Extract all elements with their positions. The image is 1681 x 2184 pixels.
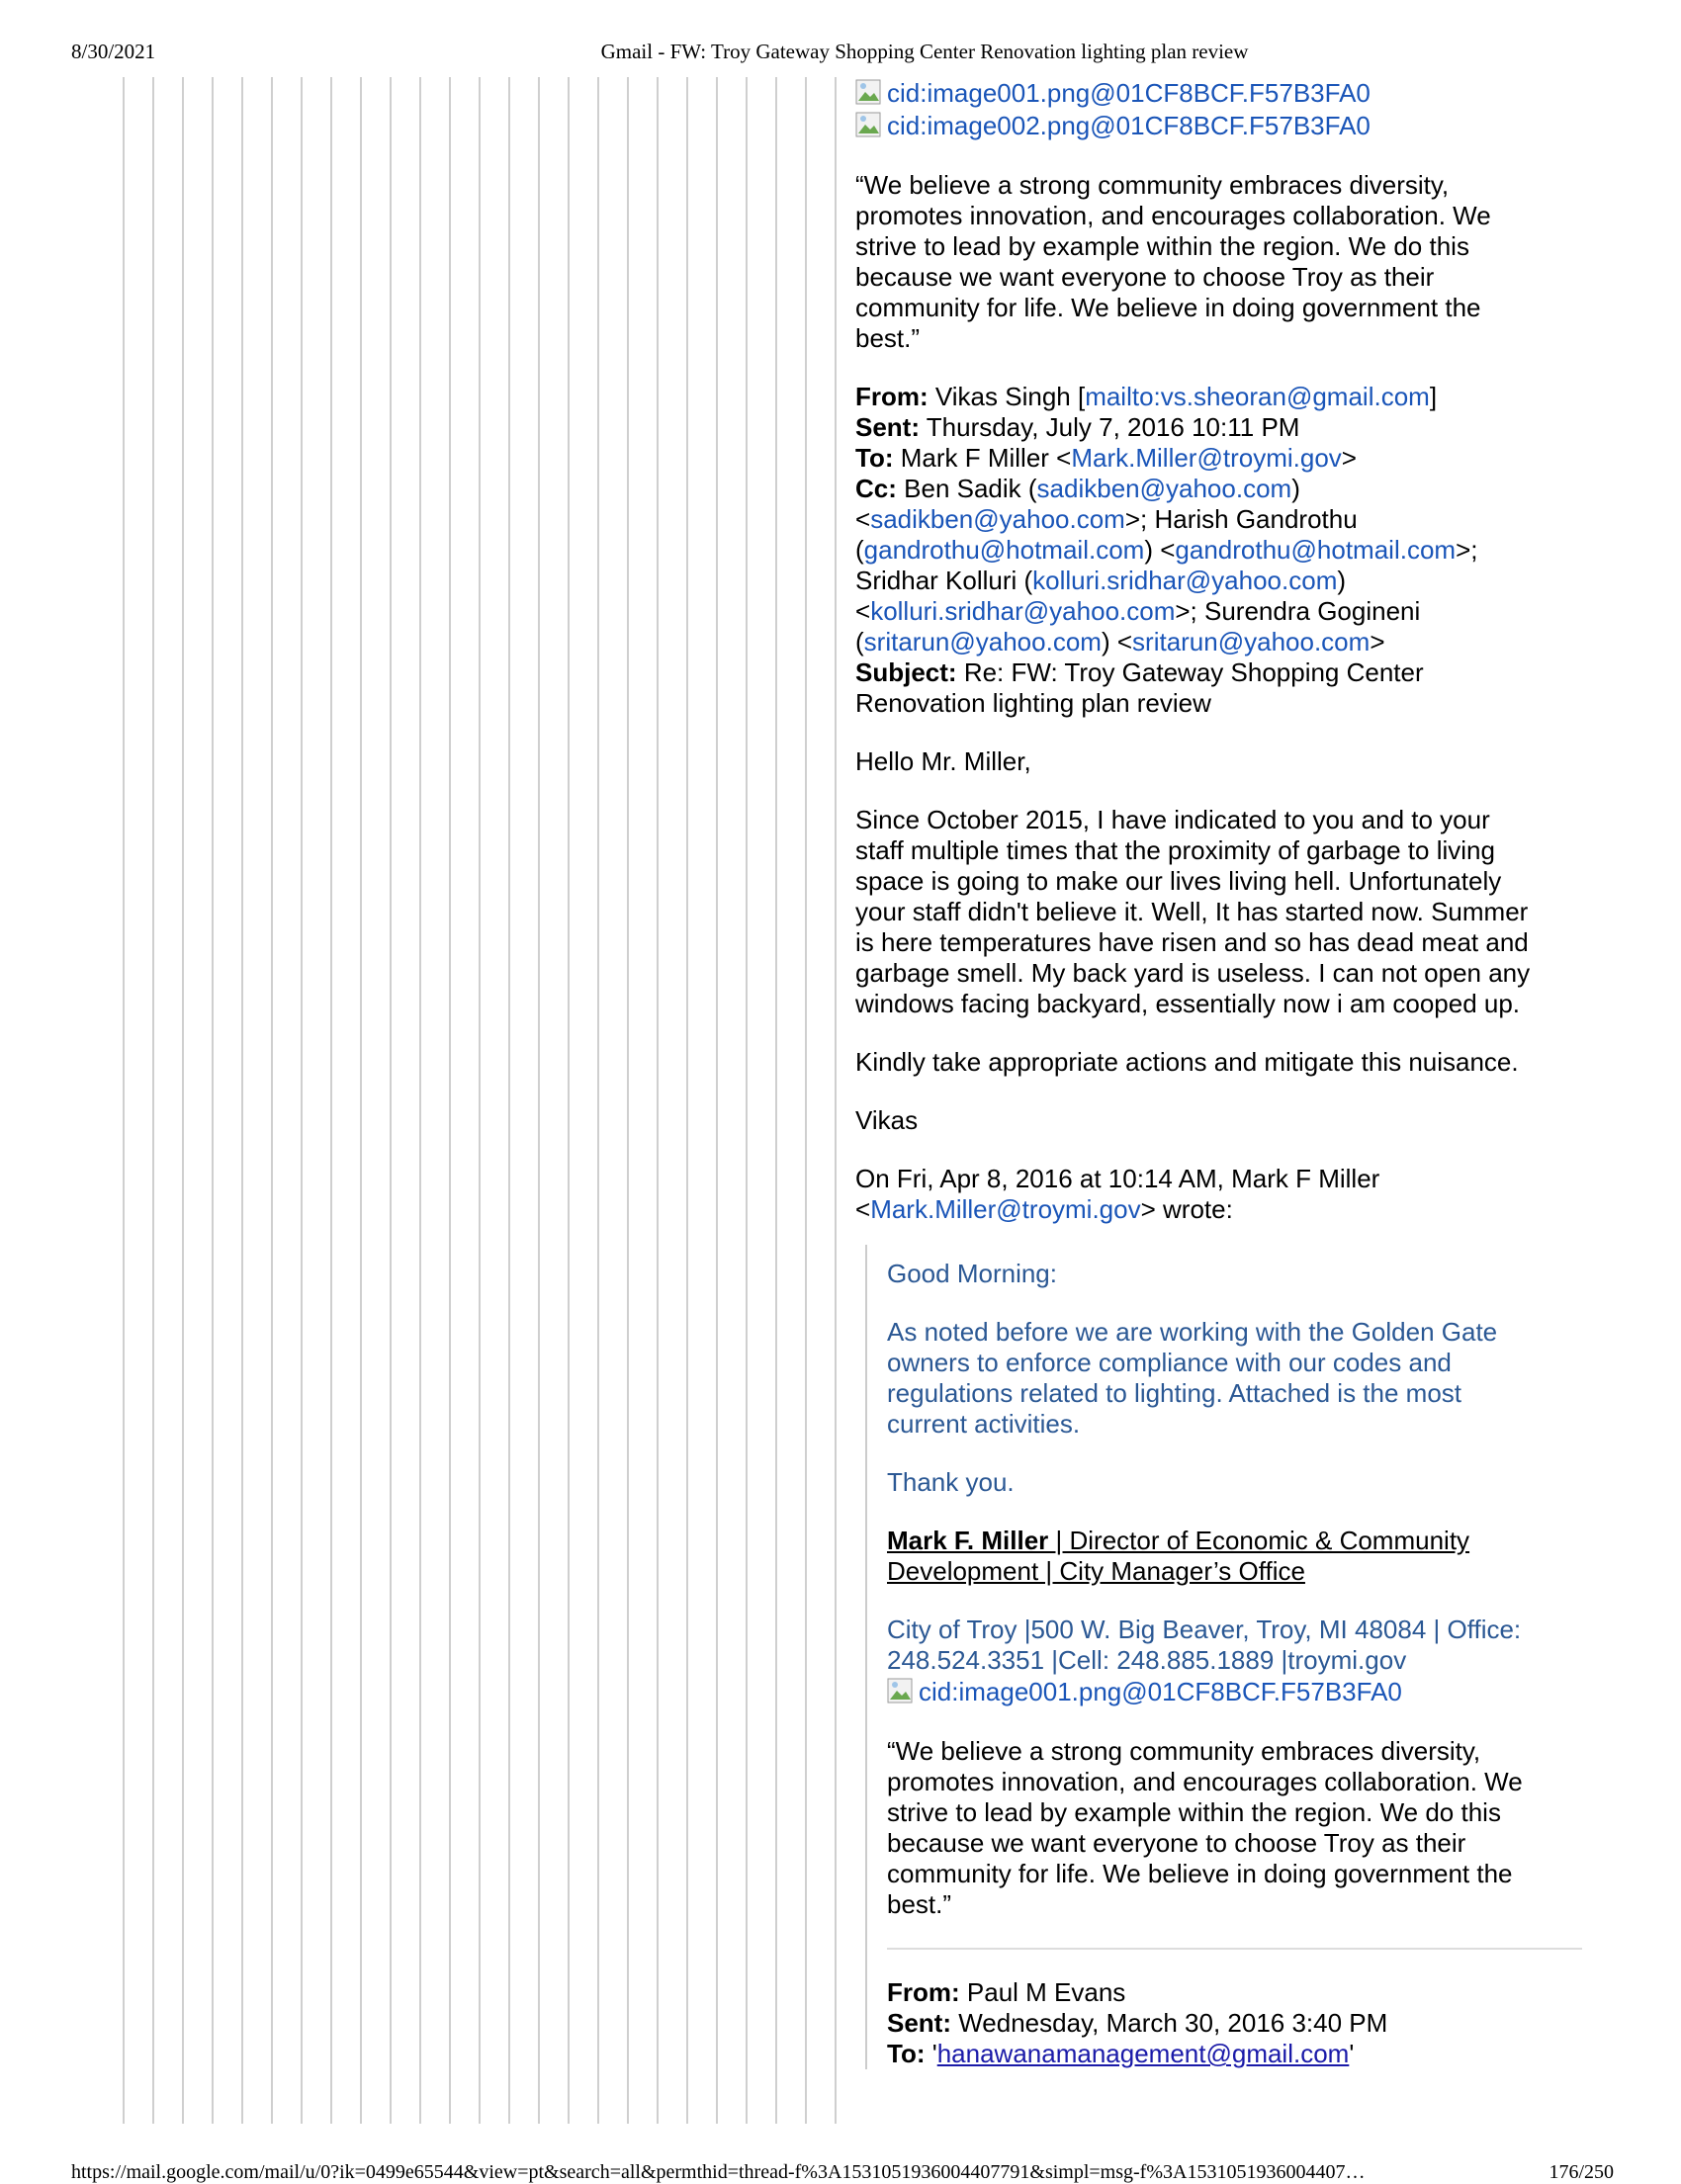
attribution-email-link[interactable]: Mark.Miller@troymi.gov [870,1194,1141,1224]
inline-image-002-alt: cid:image002.png@01CF8BCF.F57B3FA0 [887,111,1371,140]
cc-email-link[interactable]: kolluri.sridhar@yahoo.com [870,596,1176,626]
reply-header [855,382,1582,719]
to-email-link[interactable]: Mark.Miller@troymi.gov [1071,443,1342,473]
cc-email-link[interactable]: sadikben@yahoo.com [870,504,1125,534]
quoted-inline-image-alt: cid:image001.png@01CF8BCF.F57B3FA0 [919,1677,1402,1706]
quote-level-rules [123,77,844,2124]
signoff: Vikas [855,1105,919,1135]
to-line: To: Mark F Miller <Mark.Miller@troymi.gov> [855,443,1357,473]
from-line: From: Vikas Singh [mailto:vs.sheoran@gmail.com] [855,382,1438,411]
cc-email-link[interactable]: sritarun@yahoo.com [863,627,1102,656]
print-title: Gmail - FW: Troy Gateway Shopping Center Renovation lighting plan review [600,40,1249,63]
message-body [855,77,1582,2069]
broken-image-icon [855,79,885,107]
cc-email-link[interactable]: kolluri.sridhar@yahoo.com [1032,566,1338,595]
quoted-inline-image[interactable] [887,1676,1582,1708]
fwd-to-line: To: 'hanawanamanagement@gmail.com' [887,2039,1355,2068]
fwd-sent-line: Sent: Wednesday, March 30, 2016 3:40 PM [887,2008,1388,2038]
broken-image-icon [855,112,885,139]
broken-image-icon [887,1678,917,1705]
mission-quote: “We believe a strong community embraces diversity, promotes innovation, and encourages collaboration. We strive to lead by example within the region. We do this because we want everyone to choose Troy as their community for life. We believe in doing government the best.” [855,170,1491,353]
signature-title: Mark F. Miller | Director of Economic & Community Development | City Manager’s Office [887,1526,1470,1586]
quoted-greeting: Good Morning: [887,1259,1057,1288]
quoted-divider [887,1948,1582,1950]
from-mailto-link[interactable]: mailto:vs.sheoran@gmail.com [1085,382,1430,411]
cc-email-link[interactable]: sritarun@yahoo.com [1132,627,1371,656]
inline-image-001[interactable] [855,77,1582,110]
cc-line: Cc: Ben Sadik (sadikben@yahoo.com) <sadikben@yahoo.com>; Harish Gandrothu (gandrothu@hotmail.com) <gandrothu@hotmail.com>; Sridhar Kolluri (kolluri.sridhar@yahoo.com) <kolluri.sridhar@yahoo.com>; Surendra Gogineni (sritarun@yahoo.com) <sritarun@yahoo.com> [855,474,1478,656]
sent-line: Sent: Thursday, July 7, 2016 10:11 PM [855,412,1300,442]
page-number: 176/250 [1548,2161,1614,2183]
body-paragraph: Since October 2015, I have indicated to you and to your staff multiple times that the proximity of garbage to living space is going to make our lives living hell. Unfortunately your staff didn't believe it. Well, It has started now. Summer is here temperatures have risen and so has dead meat and garbage smell. My back yard is useless. I can not open any windows facing backyard, essentially now i am cooped up. [855,805,1531,1018]
inline-image-001-alt: cid:image001.png@01CF8BCF.F57B3FA0 [887,78,1371,108]
request-line: Kindly take appropriate actions and mitigate this nuisance. [855,1047,1519,1077]
quoted-thanks: Thank you. [887,1467,1015,1497]
quoted-message [865,1245,1582,2069]
quoted-mission-quote: “We believe a strong community embraces diversity, promotes innovation, and encourages collaboration. We strive to lead by example within the region. We do this because we want everyone to choose Troy as their community for life. We believe in doing government the best.” [887,1736,1523,1919]
inline-image-002[interactable] [855,110,1582,142]
cc-email-link[interactable]: gandrothu@hotmail.com [863,535,1145,565]
cc-email-link[interactable]: sadikben@yahoo.com [1036,474,1292,503]
print-date: 8/30/2021 [71,40,156,63]
quoted-paragraph: As noted before we are working with the Golden Gate owners to enforce compliance with our codes and regulations related to lighting. Attached is the most current activities. [887,1317,1498,1439]
fwd-from-line: From: Paul M Evans [887,1977,1126,2007]
fwd-to-email-link[interactable]: hanawanamanagement@gmail.com [936,2039,1350,2068]
subject-line: Subject: Re: FW: Troy Gateway Shopping Center Renovation lighting plan review [855,657,1424,718]
quote-attribution: On Fri, Apr 8, 2016 at 10:14 AM, Mark F Miller <Mark.Miller@troymi.gov> wrote: [855,1164,1380,1224]
greeting: Hello Mr. Miller, [855,746,1031,776]
cc-email-link[interactable]: gandrothu@hotmail.com [1175,535,1457,565]
signature-contact: City of Troy |500 W. Big Beaver, Troy, MI 48084 | Office: 248.524.3351 |Cell: 248.885.1889 |troymi.gov [887,1615,1522,1675]
forwarded-header [887,1977,1582,2069]
print-url: https://mail.google.com/mail/u/0?ik=0499e65544&view=pt&search=all&permthid=thread-f%3A1531051936004407791&simpl=msg-f%3A1531051936004407… [71,2161,1366,2183]
